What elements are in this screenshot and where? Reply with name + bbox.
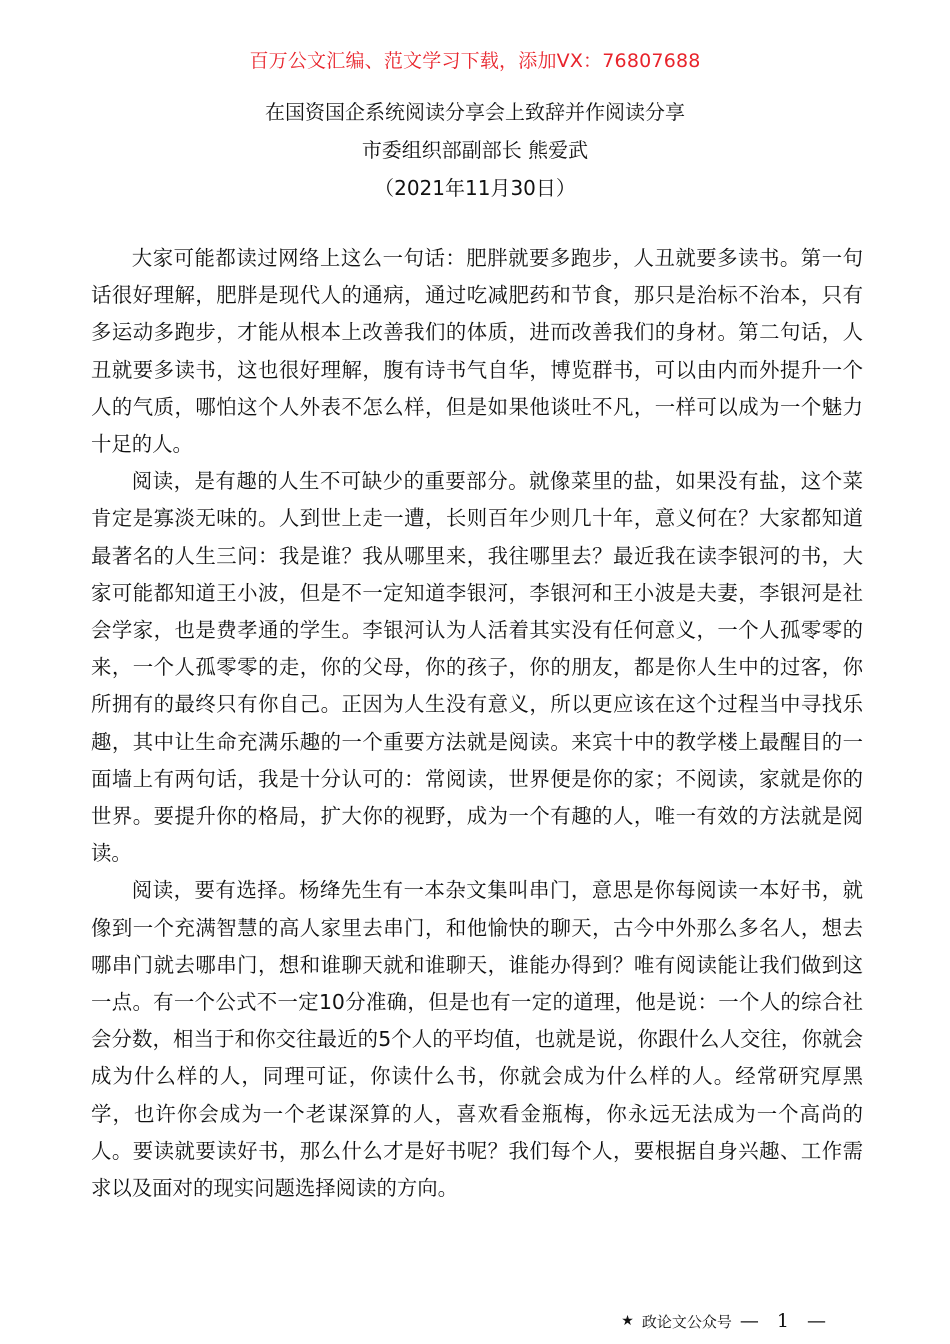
page-number: — 1 —	[739, 1310, 832, 1332]
star-icon: ★	[621, 1313, 634, 1329]
speech-title: 在国资国企系统阅读分享会上致辞并作阅读分享	[265, 100, 685, 124]
page-footer	[621, 1310, 832, 1332]
footer-label: 政论文公众号	[641, 1312, 732, 1331]
paragraph-2: 阅读，是有趣的人生不可缺少的重要部分。就像菜里的盐，如果没有盐，这个菜肯定是寡淡无味的。人到世上走一遭，长则百年少则几十年，意义何在？大家都知道最著名的人生三问：我是谁？我从哪里来，我往哪里去？最近我在读李银河的书，大家可能都知道王小波，但是不一定知道李银河，李银河和王小波是夫妻，李银河是社会学家，也是费孝通的学生。李银河认为人活着其实没有任何意义，一个人孤零零的来，一个人孤零零的走，你的父母，你的孩子，你的朋友，都是你人生中的过客，你所拥有的最终只有你自己。正因为人生没有意义，所以更应该在这个过程当中寻找乐趣，其中让生命充满乐趣的一个重要方法就是阅读。来宾十中的教学楼上最醒目的一面墙上有两句话，我是十分认可的：常阅读，世界便是你的家；不阅读，家就是你的世界。要提升你的格局，扩大你的视野，成为一个有趣的人，唯一有效的方法就是阅读。	[91, 469, 863, 866]
paragraph-1: 大家可能都读过网络上这么一句话：肥胖就要多跑步，人丑就要多读书。第一句话很好理解，肥胖是现代人的通病，通过吃减肥药和节食，那只是治标不治本，只有多运动多跑步，才能从根本上改善我们的体质，进而改善我们的身材。第二句话，人丑就要多读书，这也很好理解，腹有诗书气自华，博览群书，可以由内而外提升一个人的气质，哪怕这个人外表不怎么样，但是如果他谈吐不凡，一样可以成为一个魅力十足的人。	[91, 246, 863, 457]
promo-banner: 百万公文汇编、范文学习下载，添加VX：76807688	[249, 50, 701, 72]
paragraph-3: 阅读，要有选择。杨绛先生有一本杂文集叫串门，意思是你每阅读一本好书，就像到一个充满智慧的高人家里去串门，和他愉快的聊天，古今中外那么多名人，想去哪串门就去哪串门，想和谁聊天就和谁聊天，谁能办得到？唯有阅读能让我们做到这一点。有一个公式不一定10分准确，但是也有一定的道理，他是说：一个人的综合社会分数，相当于和你交往最近的5个人的平均值，也就是说，你跟什么人交往，你就会成为什么样的人，同理可证，你读什么书，你就会成为什么样的人。经常研究厚黑学，也许你会成为一个老谋深算的人，喜欢看金瓶梅，你永远无法成为一个高尚的人。要读就要读好书，那么什么才是好书呢？我们每个人，要根据自身兴趣、工作需求以及面对的现实问题选择阅读的方向。	[91, 878, 863, 1201]
speech-author: 市委组织部副部长 熊爱武	[361, 138, 589, 162]
document-body	[91, 240, 863, 1207]
speech-date: （2021年11月30日）	[374, 176, 576, 200]
